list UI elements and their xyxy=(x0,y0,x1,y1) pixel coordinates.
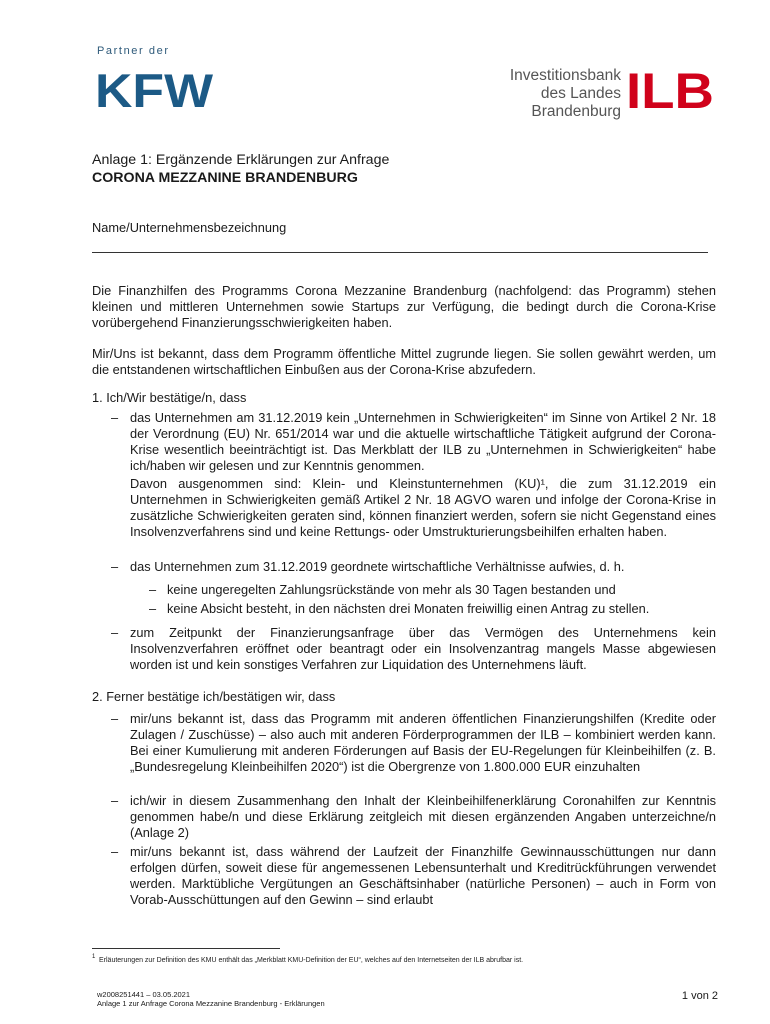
section-1-item: zum Zeitpunkt der Finanzierungsanfrage über das Vermögen des Unternehmens kein Insolvenzverfahren eröffnet oder beantragt oder ein Insolvenzantrag mangels Masse abgewiesen worden ist und kein sonstiges Verfahren zur Liquidation des Unternehmens läuft. xyxy=(130,625,716,672)
document-title: Anlage 1: Ergänzende Erklärungen zur Anfrage xyxy=(92,152,390,168)
section-2-heading: 2. Ferner bestätige ich/bestätigen wir, dass xyxy=(92,689,336,704)
ilb-name-line: Investitionsbank xyxy=(509,67,621,84)
bullet-dash: – xyxy=(111,410,119,425)
kfw-logo-text: KFW xyxy=(95,67,214,111)
company-name-field[interactable] xyxy=(92,252,708,253)
footer-document-title: Anlage 1 zur Anfrage Corona Mezzanine Brandenburg - Erklärungen xyxy=(97,999,325,1008)
sub-bullet-dash: – xyxy=(149,582,157,597)
section-2-item: ich/wir in diesem Zusammenhang den Inhalt der Kleinbeihilfenerklärung Coronahilfen zur Kenntnis genommen habe/n und diese Erklärung zeitgleich mit diesen ergänzenden Angaben unterzeichne/n (Anlage 2) xyxy=(130,793,716,840)
section-2-item: mir/uns bekannt ist, dass während der Laufzeit der Finanzhilfe Gewinnausschüttungen nur dann erfolgen dürfen, soweit diese für angemessenen Lebensunterhalt und Kreditrückführungen verwendet werden. Marktübliche Vergütungen an Geschäftsinhaber (natürliche Personen) – auch in Form von Vorab-Ausschüttungen auf den Gewinn – sind erlaubt xyxy=(130,844,716,907)
page-number: 1 von 2 xyxy=(681,990,718,1002)
ilb-name-line: des Landes xyxy=(540,85,621,102)
document-subtitle: CORONA MEZZANINE BRANDENBURG xyxy=(92,170,358,186)
kfw-partner-label: Partner der xyxy=(97,45,170,57)
ilb-logo xyxy=(626,68,716,117)
section-1-subitem: keine ungeregelten Zahlungsrückstände von mehr als 30 Tagen bestanden und xyxy=(167,582,616,597)
ilb-name-line: Brandenburg xyxy=(531,103,621,120)
footnote-text: Erläuterungen zur Definition des KMU enthält das „Merkblatt KMU-Definition der EU“, welches auf den Internetseiten der ILB abrufbar ist. xyxy=(99,957,524,964)
section-1-subitem: keine Absicht besteht, in den nächsten drei Monaten freiwillig einen Antrag zu stellen. xyxy=(167,601,650,616)
bullet-dash: – xyxy=(111,711,119,726)
bullet-dash: – xyxy=(111,625,119,640)
company-name-label: Name/Unternehmensbezeichnung xyxy=(92,220,287,235)
intro-paragraph: Mir/Uns ist bekannt, dass dem Programm öffentliche Mittel zugrunde liegen. Sie sollen gewährt werden, um die entstandenen wirtschaftlichen Einbußen aus der Corona-Krise abzufedern. xyxy=(92,346,716,377)
intro-paragraph: Die Finanzhilfen des Programms Corona Mezzanine Brandenburg (nachfolgend: das Programm) stehen kleinen und mittleren Unternehmen sowie Startups zur Verfügung, die bedingt durch die Corona-Krise vorübergehend Finanzierungsschwierigkeiten haben. xyxy=(92,283,716,330)
bullet-dash: – xyxy=(111,844,119,859)
section-1-item: das Unternehmen am 31.12.2019 kein „Unternehmen in Schwierigkeiten“ im Sinne von Artikel 2 Nr. 18 der Verordnung (EU) Nr. 651/2014 war und die aktuelle wirtschaftliche Tätigkeit aufgrund der Corona-Krise wesentlich beeinträchtigt ist. Das Merkblatt der ILB zu „Unternehmen in Schwierigkeiten“ habe ich/haben wir gelesen und zur Kenntnis genommen. xyxy=(130,410,716,473)
section-1-item: das Unternehmen zum 31.12.2019 geordnete wirtschaftliche Verhältnisse aufwies, d. h. xyxy=(130,559,625,574)
ilb-logo-text: ILB xyxy=(626,68,714,112)
section-1-item-exception: Davon ausgenommen sind: Klein- und Kleinstunternehmen (KU)¹, die zum 31.12.2019 ein Unternehmen in Schwierigkeiten gemäß Artikel 2 Nr. 18 AGVO waren und infolge der Corona-Krise in zusätzliche Schwierigkeiten geraten sind, können finanziert werden, sofern sie nicht Gegenstand eines Insolvenzverfahrens sind und keine Rettungs- oder Umstrukturierungsbeihilfen erhalten haben. xyxy=(130,476,716,539)
footnote-divider xyxy=(92,948,280,949)
footer-document-code: w2008251441 – 03.05.2021 xyxy=(97,990,191,999)
kfw-logo xyxy=(95,67,215,116)
bullet-dash: – xyxy=(111,793,119,808)
section-1-heading: 1. Ich/Wir bestätige/n, dass xyxy=(92,390,247,405)
bullet-dash: – xyxy=(111,559,119,574)
sub-bullet-dash: – xyxy=(149,601,157,616)
footnote-marker: 1 xyxy=(92,954,96,960)
ilb-name xyxy=(480,67,621,121)
section-2-item: mir/uns bekannt ist, dass das Programm mit anderen öffentlichen Finanzierungshilfen (Kredite oder Zulagen / Zuschüsse) – also auch mit anderen Förderprogrammen der ILB – kombiniert werden kann. Bei einer Kumulierung mit anderen Förderungen auf Basis der EU-Regelungen für Kleinbeihilfen (z. B. „Bundesregelung Kleinbeihilfen 2020“) ist die Obergrenze von 1.800.000 EUR einzuhalten xyxy=(130,711,716,774)
